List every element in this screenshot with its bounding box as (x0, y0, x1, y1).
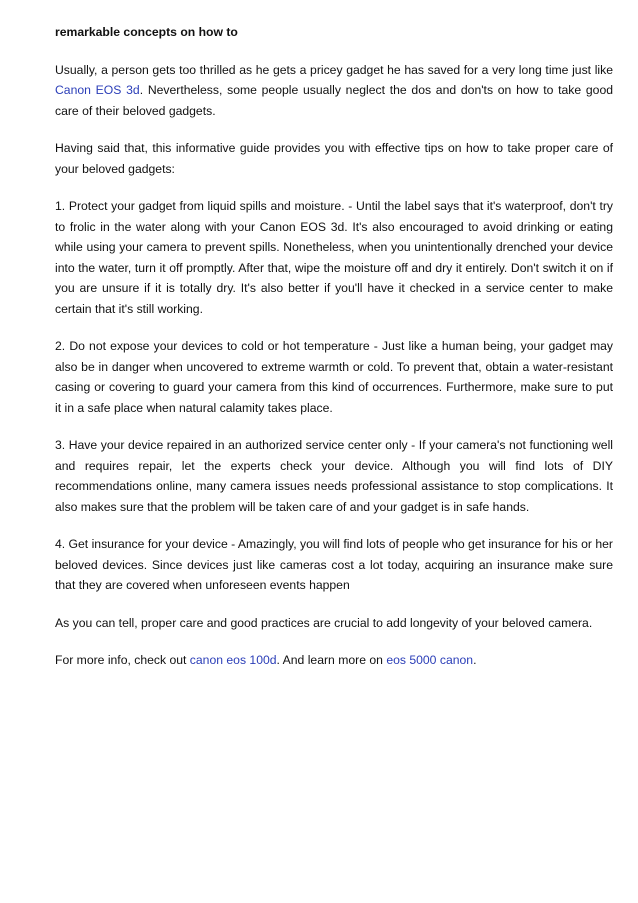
more-info-middle: . And learn more on (276, 653, 387, 667)
intro-paragraph (55, 60, 613, 122)
more-info-paragraph (55, 650, 613, 671)
article-body (55, 22, 613, 688)
eos-5000-canon-link[interactable]: eos 5000 canon (386, 653, 474, 667)
canon-eos-3d-link[interactable]: Canon EOS 3d (55, 83, 140, 97)
article-title: remarkable concepts on how to (55, 25, 238, 39)
guide-intro-paragraph: Having said that, this informative guide provides you with effective tips on how to take proper care of your beloved gadgets: (55, 141, 613, 176)
tip-4-paragraph: 4. Get insurance for your device - Amazingly, you will find lots of people who get insurance for his or her beloved devices. Since devices just like cameras cost a lot today, acquiring an insurance make sure that they are covered when unforeseen events happen (55, 537, 613, 592)
tip-1-paragraph: 1. Protect your gadget from liquid spills and moisture. - Until the label says that it's waterproof, don't try to frolic in the water along with your Canon EOS 3d. It's also encouraged to avoid drinking or eating while using your camera to prevent spills. Nonetheless, when you unintentionally drenched your device into the water, turn it off promptly. After that, wipe the moisture off and dry it entirely. Don't switch it on if you are unsure if it is totally dry. It's also better if you'll have it checked in a service center to make certain that it's still working. (55, 199, 613, 316)
more-info-suffix: . (473, 653, 477, 667)
tip-3-paragraph: 3. Have your device repaired in an authorized service center only - If your camera's not functioning well and requires repair, let the experts check your device. Although you will find lots of DIY recommendations online, many camera issues needs professional assistance to stop complications. It also makes sure that the problem will be taken care of and your gadget is in safe hands. (55, 438, 613, 514)
intro-text-end: . Nevertheless, some people usually neglect the dos and don'ts on how to take good care of their beloved gadgets. (55, 83, 613, 118)
tip-2-paragraph: 2. Do not expose your devices to cold or hot temperature - Just like a human being, your gadget may also be in danger when uncovered to extreme warmth or cold. To prevent that, obtain a water-resistant casing or covering to guard your camera from this kind of occurrences. Furthermore, make sure to put it in a safe place when natural calamity takes place. (55, 339, 613, 415)
canon-eos-100d-link[interactable]: canon eos 100d (189, 653, 277, 667)
conclusion-paragraph: As you can tell, proper care and good practices are crucial to add longevity of your beloved camera. (55, 615, 593, 630)
more-info-prefix: For more info, check out (55, 653, 190, 667)
intro-text-start: Usually, a person gets too thrilled as he gets a pricey gadget he has saved for a very long time just like (55, 62, 613, 77)
